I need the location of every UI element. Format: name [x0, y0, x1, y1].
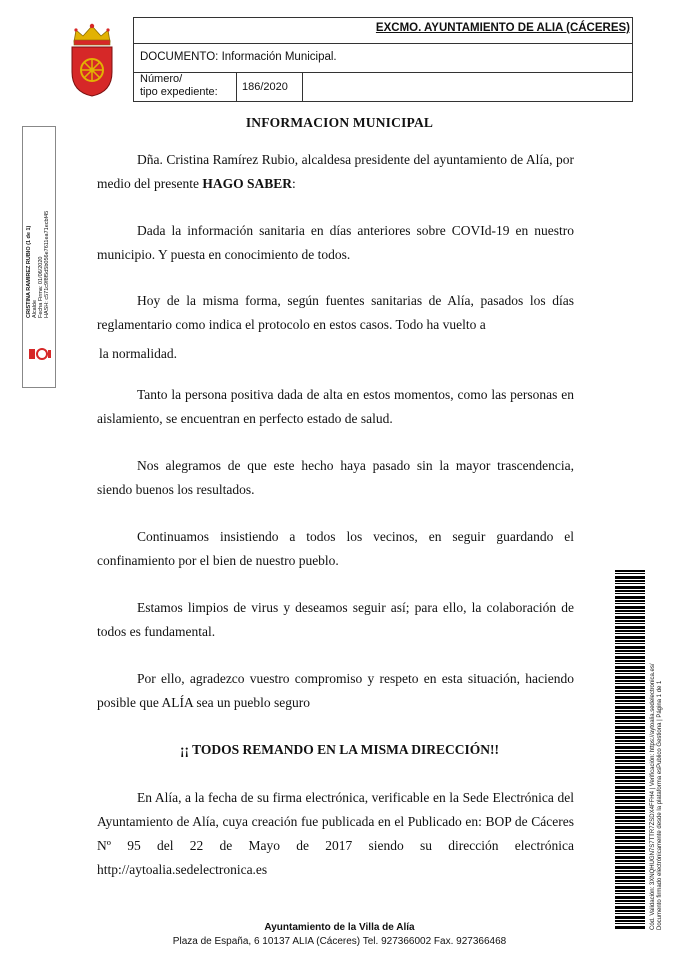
footer-organization: Ayuntamiento de la Villa de Alía [264, 922, 415, 933]
paragraph-text: Estamos limpios de virus y deseamos seguir así; para ello, la colaboración de todos es fundamental. [97, 600, 574, 639]
signature-date: Fecha Firma: 01/06/2020 [38, 256, 44, 318]
paragraph-intro [97, 148, 574, 196]
paragraph-health [97, 383, 574, 431]
document-type-label: DOCUMENTO: Información Municipal. [140, 51, 337, 63]
paragraph-text: Continuamos insistiendo a todos los vecinos, en seguir guardando el confinamiento por el bien de nuestro pueblo. [97, 529, 574, 568]
paragraph-continue [97, 525, 574, 573]
paragraph-text: En Alía, a la fecha de su firma electrónica, verificable en la Sede Electrónica del Ayuntamiento de Alía, cuya creación fue publicada en el Publicado en: BOP de Cáceres Nº 95 del 22 de Mayo de 2017 siendo su dirección electrónica http://aytoalia.sedelectronica.es [97, 790, 574, 877]
signature-details [26, 118, 50, 318]
paragraph-text: Tanto la persona positiva dada de alta en estos momentos, como las personas en aislamiento, se encuentran en perfecto estado de salud. [97, 387, 574, 426]
header-divider [302, 72, 303, 102]
paragraph-closing [97, 786, 574, 882]
validation-platform: Documento firmado electrónicamente desde la plataforma esPublico Gestiona | Página 1 de 1 [657, 680, 663, 930]
expedient-number-label-line1: Número/ [140, 73, 183, 85]
intro-colon: : [292, 176, 296, 191]
intro-text: Dña. Cristina Ramírez Rubio, alcaldesa presidente del ayuntamiento de Alía, por medio del presente [97, 152, 574, 191]
signature-seal-icon [28, 347, 52, 361]
signature-hash: HASH: c571c9f8f5d5b056e7611ea71ecbf45 [44, 210, 50, 318]
paragraph-virus-free [97, 596, 574, 644]
expedient-number-value: 186/2020 [242, 81, 288, 93]
slogan: ¡¡ TODOS REMANDO EN LA MISMA DIRECCIÓN!! [179, 742, 500, 757]
expedient-number-label-line2: tipo expediente: [140, 86, 218, 98]
validation-details [650, 590, 664, 930]
footer-address: Plaza de España, 6 10137 ALIA (Cáceres) Tel. 927366002 Fax. 927366468 [172, 936, 507, 947]
signer-name: CRISTINA RAMIREZ RUBIO (1 de 1) [26, 225, 32, 318]
paragraph-thanks [97, 667, 574, 715]
expedient-number-label [140, 73, 218, 99]
paragraph-glad [97, 454, 574, 502]
paragraph-text: Hoy de la misma forma, según fuentes sanitarias de Alía, pasados los días reglamentario como indica el protocolo en estos casos. Todo ha vuelto a [97, 293, 574, 332]
header-divider [236, 72, 237, 102]
validation-code: Cód. Validación: 3XNQHUGN7S7TTR7ZSDX4FFH4 | Verificación: https://aytoalia.sedelectronica.es/ [650, 663, 656, 930]
paragraph-text: Dada la información sanitaria en días anteriores sobre COVId-19 en nuestro municipio. Y puesta en conocimiento de todos. [97, 223, 574, 262]
paragraph-today [97, 289, 574, 337]
signer-role: Alcalde [32, 299, 38, 318]
intro-emphasis: HAGO SABER [202, 176, 292, 191]
paragraph-text: Por ello, agradezco vuestro compromiso y respeto en esta situación, haciendo posible que ALÍA sea un pueblo seguro [97, 671, 574, 710]
paragraph-today-end: la normalidad. [99, 346, 177, 361]
paragraph-info [97, 219, 574, 267]
document-title: INFORMACION MUNICIPAL [245, 115, 434, 130]
organization-name: EXCMO. AYUNTAMIENTO DE ALIA (CÁCERES) [375, 22, 630, 34]
coat-of-arms-logo [66, 20, 118, 98]
paragraph-text: Nos alegramos de que este hecho haya pasado sin la mayor trascendencia, siendo buenos los resultados. [97, 458, 574, 497]
header-divider [133, 43, 633, 44]
